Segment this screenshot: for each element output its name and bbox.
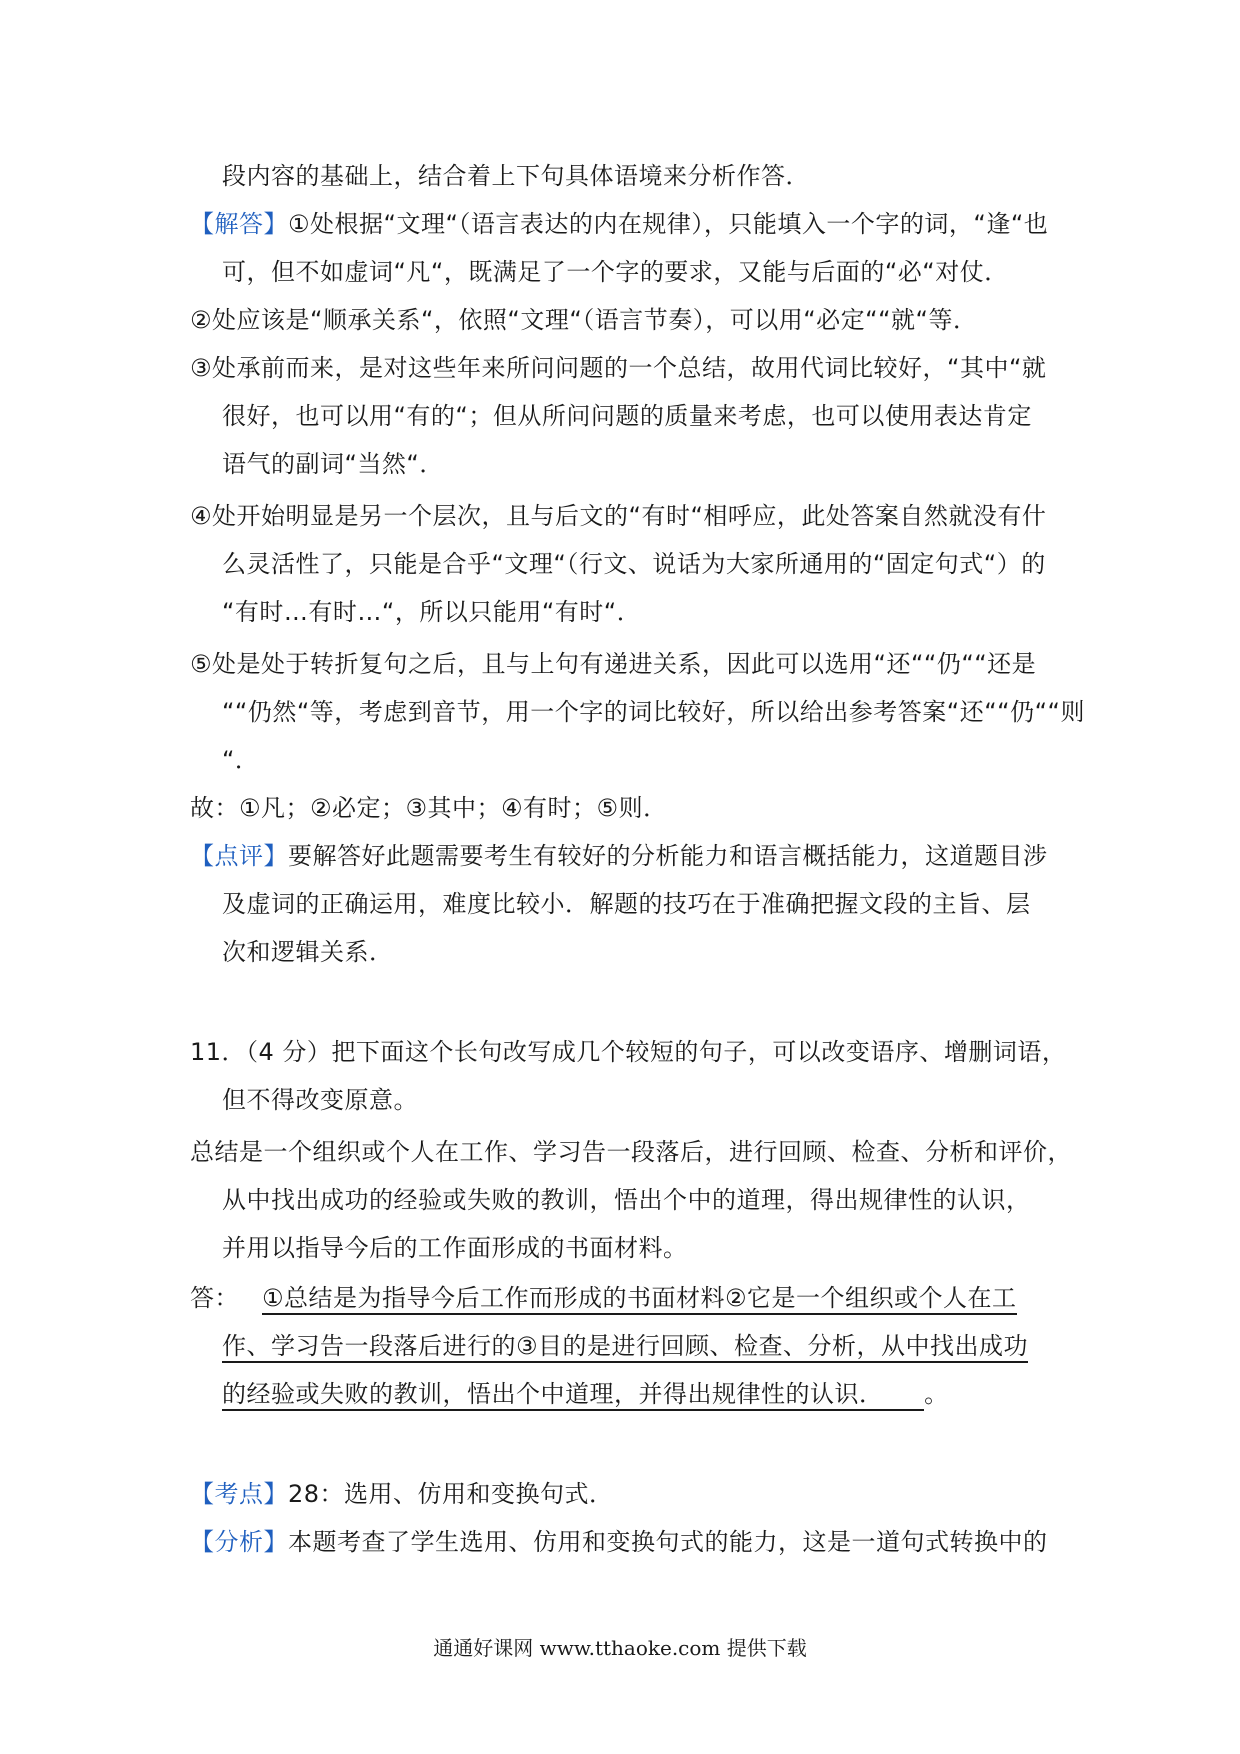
answer-item-4-line2: 么灵活性了，只能是合乎“文理“（行文、说话为大家所通用的“固定句式“）的 [222,550,1046,578]
page-footer: 通通好课网 www.tthaoke.com 提供下载 [433,1636,807,1660]
comment-tag: 【点评】 [190,842,288,870]
answer-blank-fill [884,1380,925,1411]
answer-item-5-line3: “． [222,746,260,774]
kaodian-tag: 【考点】 [190,1480,288,1508]
analysis-tail: 段内容的基础上，结合着上下句具体语境来分析作答． [222,162,810,190]
student-answer-line2 [222,1330,1028,1362]
answer-item-3-line3: 语气的副词“当然“． [222,450,444,478]
answer-item-3-line1: ③处承前而来，是对这些年来所问问题的一个总结，故用代词比较好，“其中“就 [190,354,1047,382]
answer-text-line2: 可，但不如虚词“凡“，既满足了一个字的要求，又能与后面的“必“对仗． [222,258,1009,286]
answer-item-4-line3: “有时…有时…“，所以只能用“有时“． [222,598,642,626]
student-answer-text-line2: 作、学习告一段落后进行的③目的是进行回顾、检查、分析，从中找出成功 [222,1332,1028,1363]
kaodian-text: 28：选用、仿用和变换句式． [288,1480,614,1508]
answer-conclusion: 故：①凡；②必定；③其中；④有时；⑤则． [190,794,668,822]
answer-tag: 【解答】 [190,210,288,238]
comment-block-line1 [190,840,1048,872]
answer-item-5-line1: ⑤处是处于转折复句之后，且与上句有递进关系，因此可以选用“还““仍““还是 [190,650,1037,678]
fenxi-tag: 【分析】 [190,1528,288,1556]
question-11-passage-line3: 并用以指导今后的工作面形成的书面材料。 [222,1234,688,1262]
answer-label: 答： [190,1284,239,1312]
answer-item-4-line1: ④处开始明显是另一个层次，且与后文的“有时“相呼应，此处答案自然就没有什 [190,502,1047,530]
kaodian-line [190,1478,614,1510]
student-answer-text-line3: 的经验或失败的教训，悟出个中道理，并得出规律性的认识． [222,1380,884,1411]
question-11-stem-line2: 但不得改变原意。 [222,1086,418,1114]
answer-item-5-line2: ““仍然“等，考虑到音节，用一个字的词比较好，所以给出参考答案“还““仍““则 [222,698,1085,726]
answer-item-3-line2: 很好，也可以用“有的“；但从所问问题的质量来考虑，也可以使用表达肯定 [222,402,1032,430]
question-11-stem-line1: 11．（4 分）把下面这个长句改写成几个较短的句子，可以改变语序、增删词语， [190,1038,1067,1066]
answer-block-line1 [190,208,1048,240]
student-answer-line3 [222,1378,949,1410]
fenxi-text: 本题考查了学生选用、仿用和变换句式的能力，这是一道句式转换中的 [288,1528,1048,1556]
comment-text-line3: 次和逻辑关系． [222,938,394,966]
fenxi-line [190,1526,1048,1558]
student-answer-text-line1: ①总结是为指导今后工作而形成的书面材料②它是一个组织或个人在工 [262,1284,1017,1315]
student-answer-line1 [262,1282,1017,1314]
question-11-passage-line2: 从中找出成功的经验或失败的教训，悟出个中的道理，得出规律性的认识， [222,1186,1031,1214]
student-answer-end: 。 [924,1380,949,1408]
answer-text-line1: ①处根据“文理“（语言表达的内在规律），只能填入一个字的词，“逢“也 [288,210,1049,238]
comment-text-line2: 及虚词的正确运用，难度比较小．解题的技巧在于准确把握文段的主旨、层 [222,890,1031,918]
answer-item-2: ②处应该是“顺承关系“，依照“文理“（语言节奏），可以用“必定““就“等． [190,306,978,334]
comment-text-line1: 要解答好此题需要考生有较好的分析能力和语言概括能力，这道题目涉 [288,842,1048,870]
question-11-passage-line1: 总结是一个组织或个人在工作、学习告一段落后，进行回顾、检查、分析和评价， [190,1138,1072,1166]
